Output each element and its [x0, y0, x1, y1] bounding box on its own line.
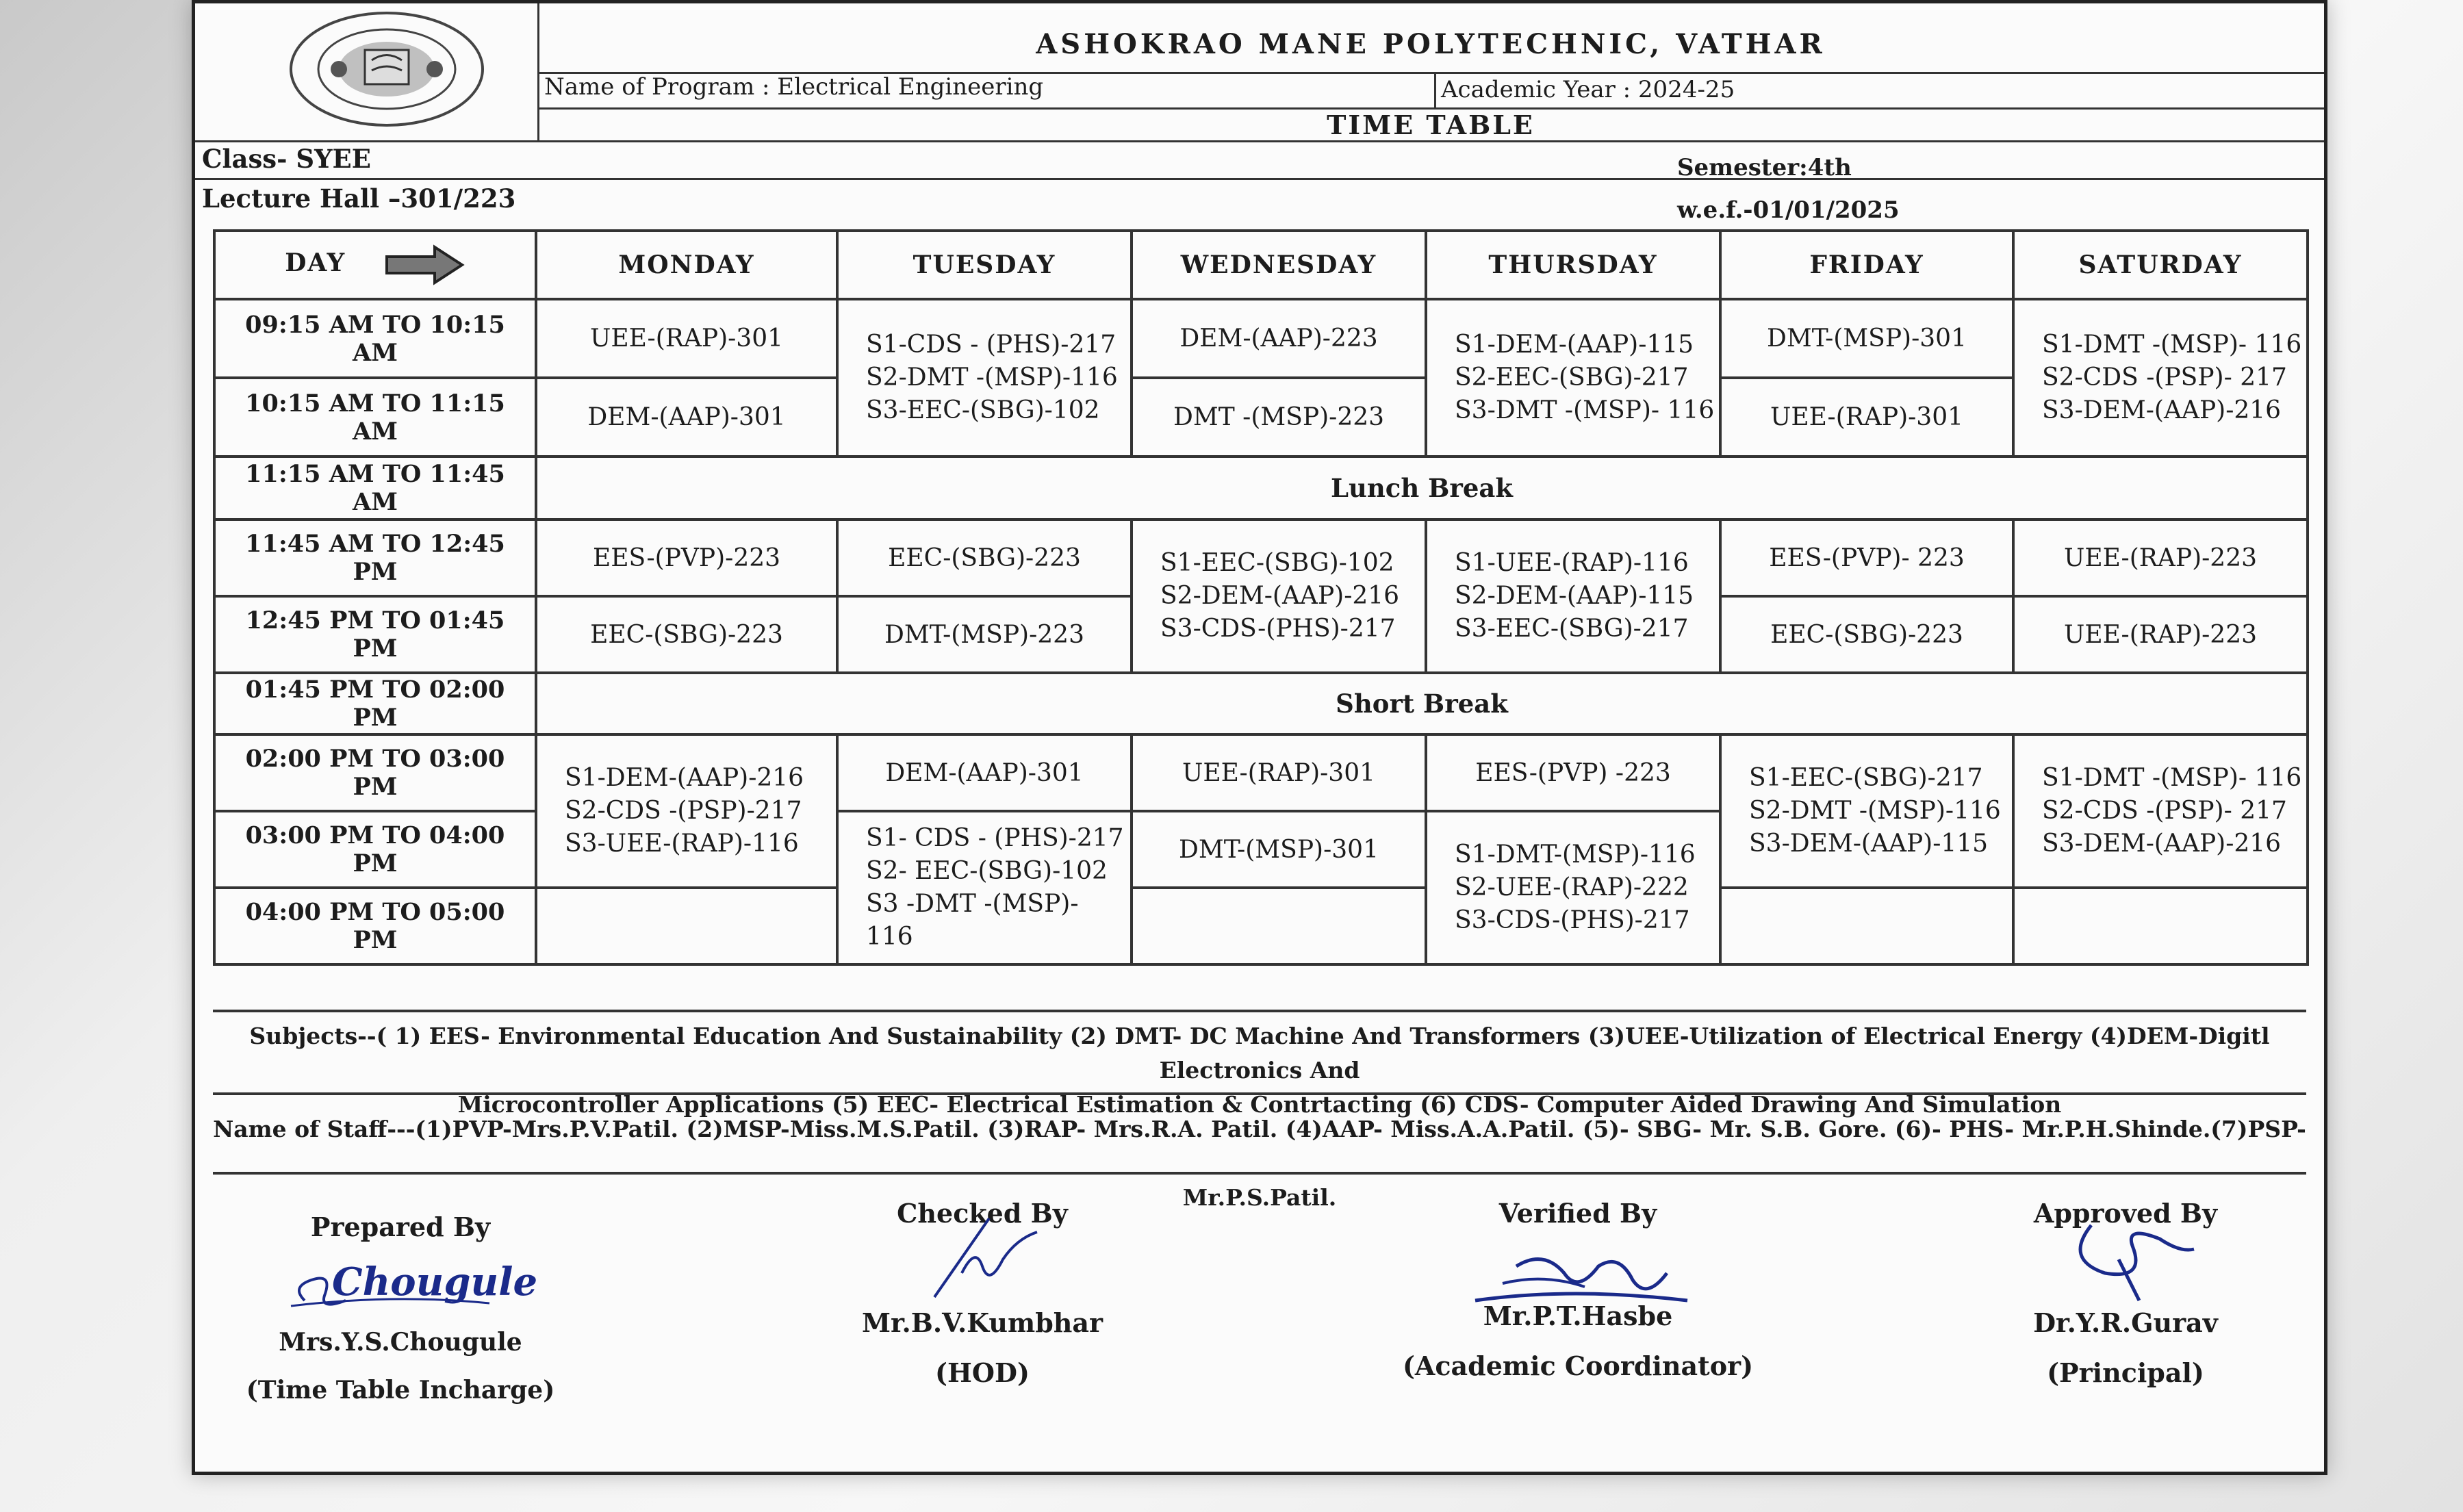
table-row	[214, 734, 2308, 811]
batch-line: S2-CDS -(PSP)-217	[565, 797, 802, 825]
day-monday: MONDAY	[536, 231, 837, 299]
lecture-cell	[2013, 299, 2308, 457]
lecture-cell: DMT -(MSP)-223	[1132, 378, 1426, 457]
college-logo-icon	[284, 9, 489, 129]
batch-line: S3-EEC-(SBG)-217	[1455, 615, 1689, 643]
lecture-cell: EEC-(SBG)-223	[536, 596, 837, 673]
lecture-cell	[1426, 811, 1720, 964]
lecture-cell	[2013, 888, 2308, 964]
lunch-break-cell: Lunch Break	[536, 457, 2308, 520]
lecture-cell: EEC-(SBG)-223	[1720, 596, 2013, 673]
signature-gurav-icon	[2037, 1218, 2215, 1300]
short-break-cell: Short Break	[536, 673, 2308, 734]
signatory-name: Mrs.Y.S.Chougule	[279, 1328, 522, 1357]
signature-role: Checked By	[897, 1198, 1068, 1229]
time-slot: 11:45 AM TO 12:45 PM	[214, 520, 536, 596]
signature-kumbhar-icon	[900, 1218, 1064, 1300]
batch-line: S2-EEC-(SBG)-217	[1455, 363, 1689, 392]
table-row	[214, 673, 2308, 734]
batch-line: S3-DMT -(MSP)- 116	[1455, 396, 1715, 424]
academic-year: Academic Year : 2024-25	[1441, 76, 1735, 103]
signatory-name: Dr.Y.R.Gurav	[2033, 1307, 2218, 1338]
lecture-cell: UEE-(RAP)-301	[1720, 378, 2013, 457]
signature-chougule-icon	[284, 1253, 538, 1321]
lecture-cell	[1132, 520, 1426, 673]
batch-line: S2-DMT -(MSP)-116	[1749, 797, 2001, 825]
time-slot: 01:45 PM TO 02:00 PM	[214, 673, 536, 734]
day-thursday: THURSDAY	[1426, 231, 1720, 299]
lecture-cell	[1426, 520, 1720, 673]
signatory-designation: (Time Table Incharge)	[246, 1376, 555, 1405]
batch-line: S2-CDS -(PSP)- 217	[2042, 363, 2287, 392]
batch-line: S1-UEE-(RAP)-116	[1455, 549, 1689, 577]
batch-line: S3-DEM-(AAP)-216	[2042, 396, 2282, 424]
table-row	[214, 299, 2308, 378]
lecture-cell: UEE-(RAP)-223	[2013, 596, 2308, 673]
batch-line: S1-DEM-(AAP)-115	[1455, 331, 1694, 359]
batch-line: S1-DMT -(MSP)- 116	[2042, 331, 2302, 359]
staff-legend: Name of Staff---(1)PVP-Mrs.P.V.Patil. (2)MSP-Miss.M.S.Patil. (3)RAP- Mrs.R.A. Patil. (4)AAP- Miss.A.A.Patil. (5)- SBG- Mr. S.B. Gore. (6)- PHS- Mr.P.H.Shinde.(7)PSP-Mr.P.S.Patil.	[213, 1095, 2306, 1175]
batch-line: S2-UEE-(RAP)-222	[1455, 873, 1689, 901]
time-slot: 04:00 PM TO 05:00 PM	[214, 888, 536, 964]
signatory-designation: (HOD)	[935, 1357, 1030, 1388]
batch-line: S2-CDS -(PSP)- 217	[2042, 797, 2287, 825]
signatory-designation: (Principal)	[2047, 1357, 2204, 1388]
batch-line: S1-DEM-(AAP)-216	[565, 764, 804, 792]
subjects-line: Subjects--( 1) EES- Environmental Education And Sustainability (2) DMT- DC Machine And Transformers (3)UEE-Utilization of Electrical Energy (4)DEM-Digitl Electronics And	[249, 1023, 2270, 1084]
lecture-cell	[536, 888, 837, 964]
lecture-cell	[1720, 888, 2013, 964]
lecture-cell: DMT-(MSP)-223	[837, 596, 1132, 673]
signature-role: Prepared By	[310, 1212, 491, 1242]
lecture-cell	[1426, 299, 1720, 457]
batch-line: S1-CDS - (PHS)-217	[866, 331, 1116, 359]
day-label: DAY	[285, 248, 346, 277]
batch-line: S3-DEM-(AAP)-216	[2042, 830, 2282, 858]
signatory-name: Mr.P.T.Hasbe	[1483, 1300, 1673, 1331]
semester-label: Semester:4th	[1677, 154, 1852, 181]
batch-line: S1-DMT-(MSP)-116	[1455, 841, 1696, 869]
lecture-cell: EES-(PVP) -223	[1426, 734, 1720, 811]
signature-script: Chougule	[332, 1259, 538, 1305]
lecture-cell: UEE-(RAP)-223	[2013, 520, 2308, 596]
timetable-sheet	[192, 0, 2327, 1475]
subjects-line: Microcontroller Applications (5) EEC- Electrical Estimation & Contrtacting (6) CDS- Computer Aided Drawing And Simulation	[457, 1091, 2062, 1118]
signature-role: Approved By	[2033, 1198, 2218, 1229]
wef-label: w.e.f.-01/01/2025	[1677, 196, 1900, 224]
lecture-cell: UEE-(RAP)-301	[536, 299, 837, 378]
page-title: TIME TABLE	[1327, 110, 1535, 140]
signature-checked	[777, 1198, 1188, 1388]
lecture-cell	[837, 299, 1132, 457]
lecture-cell: DEM-(AAP)-301	[536, 378, 837, 457]
table-row	[214, 888, 2308, 964]
lecture-cell: DMT-(MSP)-301	[1720, 299, 2013, 378]
lecture-cell: DEM-(AAP)-301	[837, 734, 1132, 811]
batch-line: S3-UEE-(RAP)-116	[565, 830, 799, 858]
logo-box	[195, 3, 539, 142]
lecture-cell: EEC-(SBG)-223	[837, 520, 1132, 596]
batch-line: S3-CDS-(PHS)-217	[1455, 906, 1690, 934]
signature-approved	[1920, 1198, 2331, 1388]
signatory-designation: (Academic Coordinator)	[1402, 1350, 1754, 1381]
day-tuesday: TUESDAY	[837, 231, 1132, 299]
batch-line: S2-DEM-(AAP)-216	[1160, 582, 1400, 610]
timetable-grid	[213, 229, 2309, 966]
time-slot: 02:00 PM TO 03:00 PM	[214, 734, 536, 811]
lecture-cell	[536, 734, 837, 888]
lecture-cell: DEM-(AAP)-223	[1132, 299, 1426, 378]
lecture-hall-label: Lecture Hall –301/223	[202, 183, 516, 214]
day-header-cell	[214, 231, 536, 299]
day-saturday: SATURDAY	[2013, 231, 2308, 299]
lecture-cell	[1132, 888, 1426, 964]
batch-line: S3 -DMT -(MSP)- 116	[866, 890, 1079, 951]
time-slot: 12:45 PM TO 01:45 PM	[214, 596, 536, 673]
lecture-cell: EES-(PVP)-223	[536, 520, 837, 596]
class-label: Class- SYEE	[202, 144, 371, 174]
batch-line: S1-EEC-(SBG)-102	[1160, 549, 1394, 577]
day-friday: FRIDAY	[1720, 231, 2013, 299]
table-row	[214, 520, 2308, 596]
lecture-cell: EES-(PVP)- 223	[1720, 520, 2013, 596]
lecture-cell	[2013, 734, 2308, 888]
time-slot: 09:15 AM TO 10:15 AM	[214, 299, 536, 378]
signature-verified	[1373, 1198, 1783, 1381]
batch-line: S2-DMT -(MSP)-116	[866, 363, 1118, 392]
lecture-cell	[1720, 734, 2013, 888]
signature-prepared	[195, 1198, 606, 1405]
lecture-cell: UEE-(RAP)-301	[1132, 734, 1426, 811]
arrow-right-icon	[383, 244, 465, 285]
day-wednesday: WEDNESDAY	[1132, 231, 1426, 299]
day-header-row	[214, 231, 2308, 299]
signatory-name: Mr.B.V.Kumbhar	[861, 1307, 1103, 1338]
subjects-legend	[213, 1010, 2306, 1118]
time-slot: 03:00 PM TO 04:00 PM	[214, 811, 536, 888]
batch-line: S3-CDS-(PHS)-217	[1160, 615, 1396, 643]
batch-line: S3-EEC-(SBG)-102	[866, 396, 1100, 424]
batch-line: S2- EEC-(SBG)-102	[866, 857, 1108, 885]
lecture-cell: DMT-(MSP)-301	[1132, 811, 1426, 888]
batch-line: S1- CDS - (PHS)-217	[866, 824, 1124, 852]
batch-line: S1-EEC-(SBG)-217	[1749, 764, 1983, 792]
lecture-cell	[837, 811, 1132, 964]
time-slot: 10:15 AM TO 11:15 AM	[214, 378, 536, 457]
college-name: ASHOKRAO MANE POLYTECHNIC, VATHAR	[1036, 28, 1826, 60]
batch-line: S2-DEM-(AAP)-115	[1455, 582, 1694, 610]
table-row	[214, 457, 2308, 520]
batch-line: S1-DMT -(MSP)- 116	[2042, 764, 2302, 792]
batch-line: S3-DEM-(AAP)-115	[1749, 830, 1989, 858]
program-name: Name of Program : Electrical Engineering	[544, 73, 1044, 101]
signature-role: Verified By	[1498, 1198, 1657, 1229]
time-slot: 11:15 AM TO 11:45 AM	[214, 457, 536, 520]
table-row	[214, 378, 2308, 457]
